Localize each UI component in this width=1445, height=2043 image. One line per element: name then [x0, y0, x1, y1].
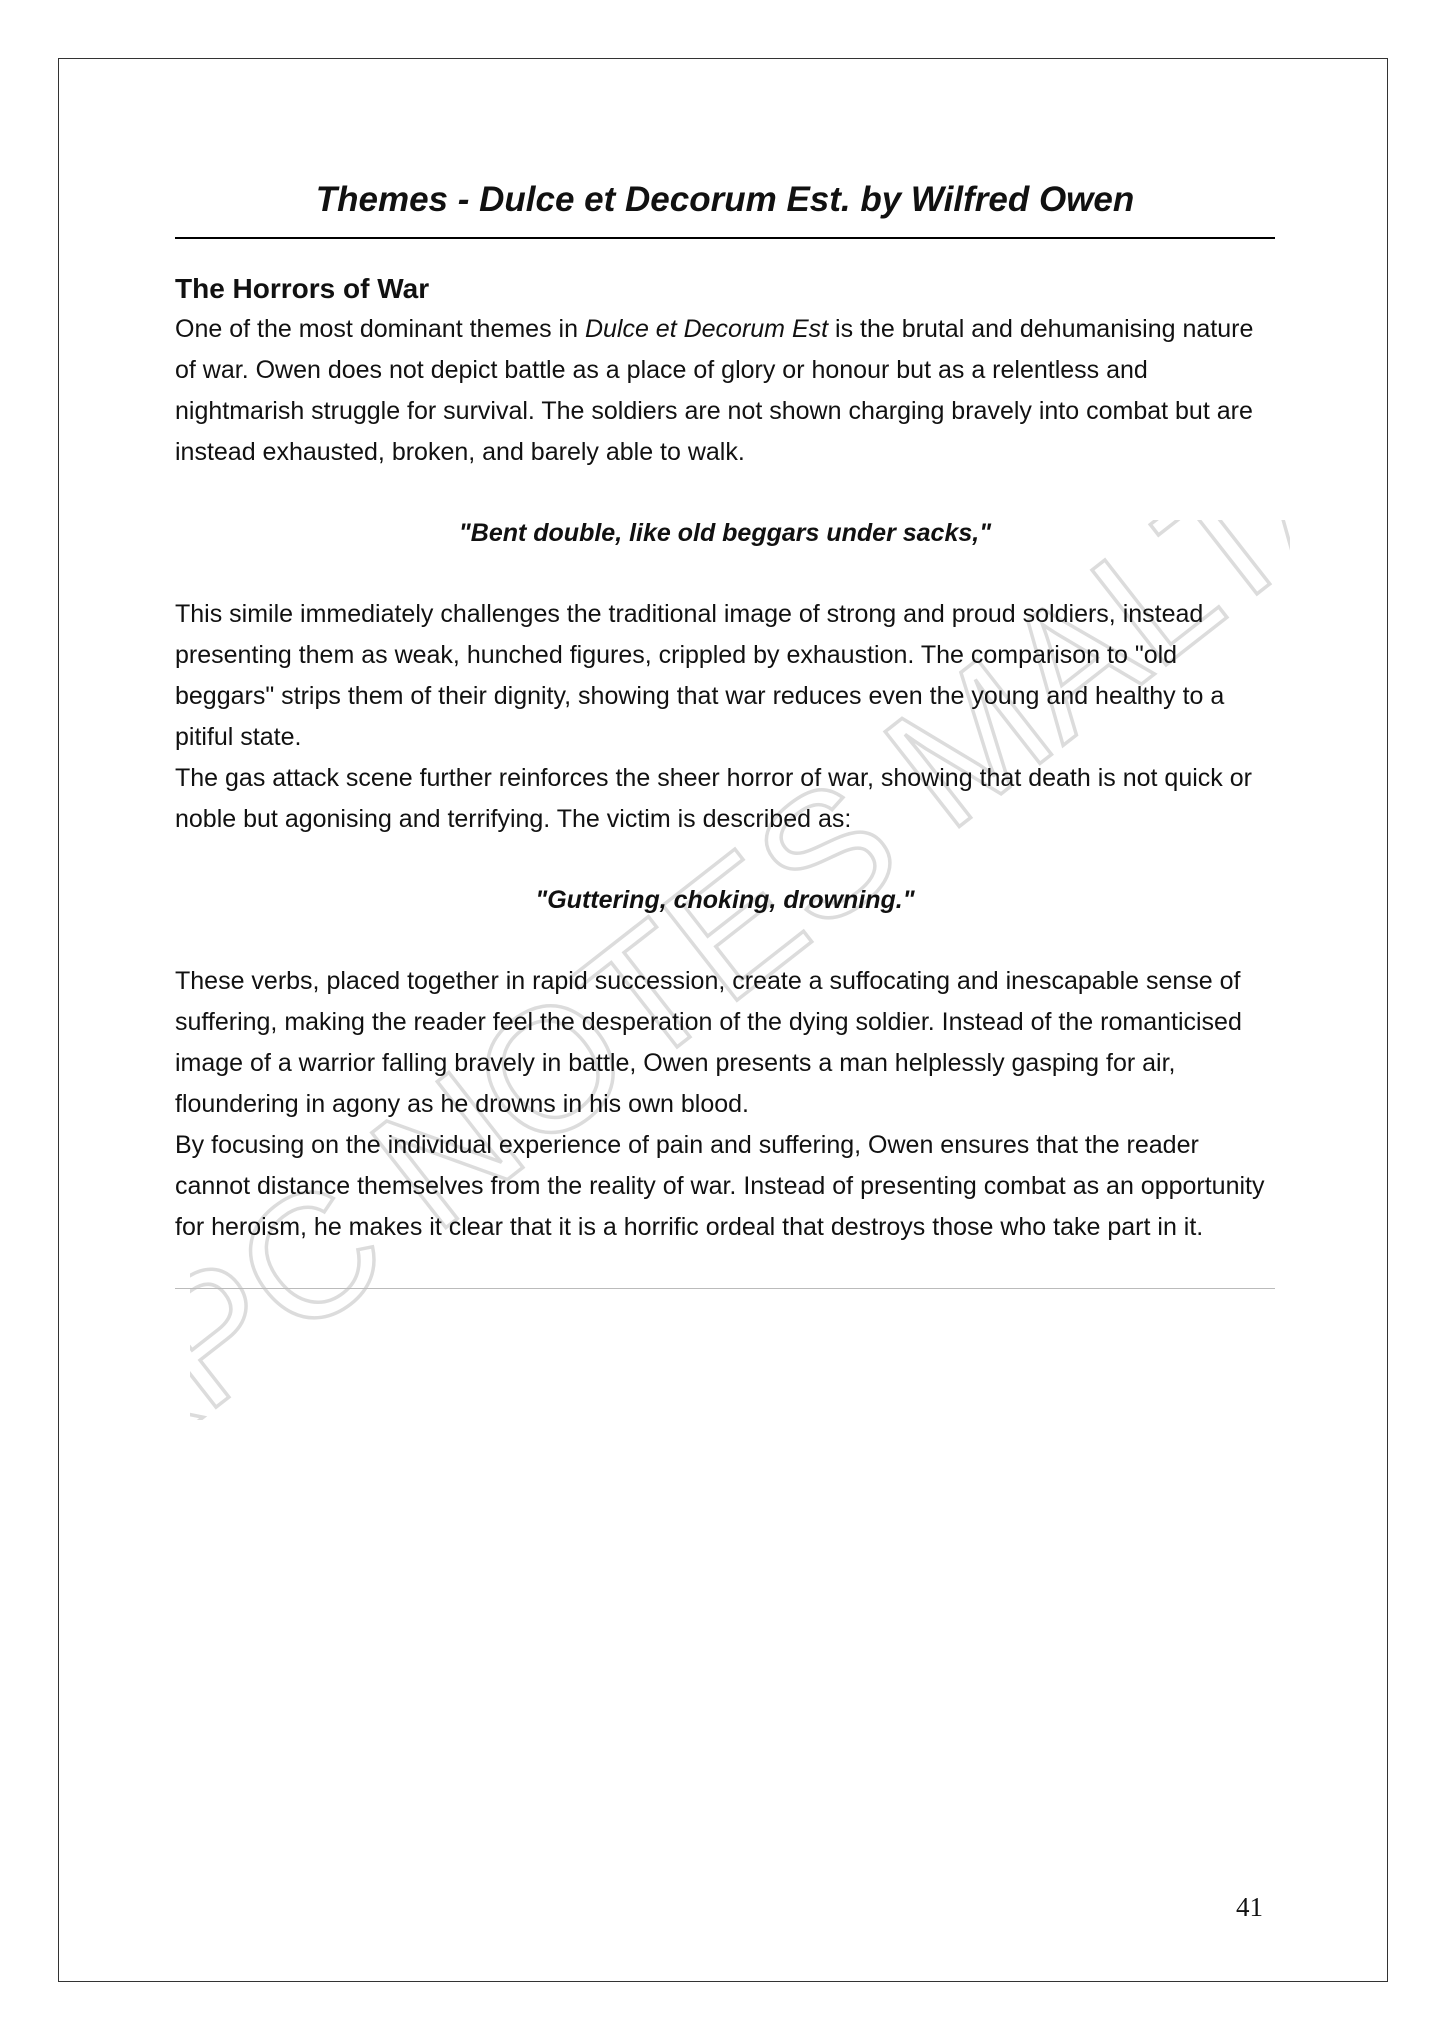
paragraph-1-end: is the brutal and dehumanising nature of war. Owen does not depict battle as a place of glory or honour but as a relentless and nightmarish struggle for survival. The soldiers are not shown charging bravely into combat but are instead exhausted, broken, and barely able to walk. [175, 315, 1254, 466]
paragraph-1 [175, 309, 1275, 473]
page-title: Themes - Dulce et Decorum Est. by Wilfred Owen [315, 180, 1135, 219]
quote-2: "Guttering, choking, drowning." [535, 886, 915, 914]
page-number: 41 [1236, 1892, 1263, 1922]
section-end-divider [175, 1288, 1275, 1289]
paragraph-4: These verbs, placed together in rapid succession, create a suffocating and inescapable sense of suffering, making the reader feel the desperation of the dying soldier. Instead of the romanticised image of a warrior falling bravely in battle, Owen presents a man helplessly gasping for air, floundering in agony as he drowns in his own blood. [175, 967, 1242, 1118]
paragraph-2: This simile immediately challenges the traditional image of strong and proud soldiers, instead presenting them as weak, hunched figures, crippled by exhaustion. The comparison to "old beggars" strips them of their dignity, showing that war reduces even the young and healthy to a pitiful state. [175, 600, 1225, 751]
watermark-text: KPC NOTES MALTA [190, 520, 1290, 1420]
title-divider [175, 237, 1275, 239]
poem-title-italic: Dulce et Decorum Est [584, 315, 829, 343]
quote-1: "Bent double, like old beggars under sacks," [458, 519, 992, 547]
paragraph-1-start: One of the most dominant themes in [175, 315, 585, 343]
paragraph-5: By focusing on the individual experience of pain and suffering, Owen ensures that the reader cannot distance themselves from the reality of war. Instead of presenting combat as an opportunity for heroism, he makes it clear that it is a horrific ordeal that destroys those who take part in it. [175, 1131, 1265, 1241]
section-heading: The Horrors of War [175, 273, 430, 304]
paragraph-3: The gas attack scene further reinforces the sheer horror of war, showing that death is not quick or noble but agonising and terrifying. The victim is described as: [175, 764, 1252, 833]
document-body [175, 150, 1275, 1289]
